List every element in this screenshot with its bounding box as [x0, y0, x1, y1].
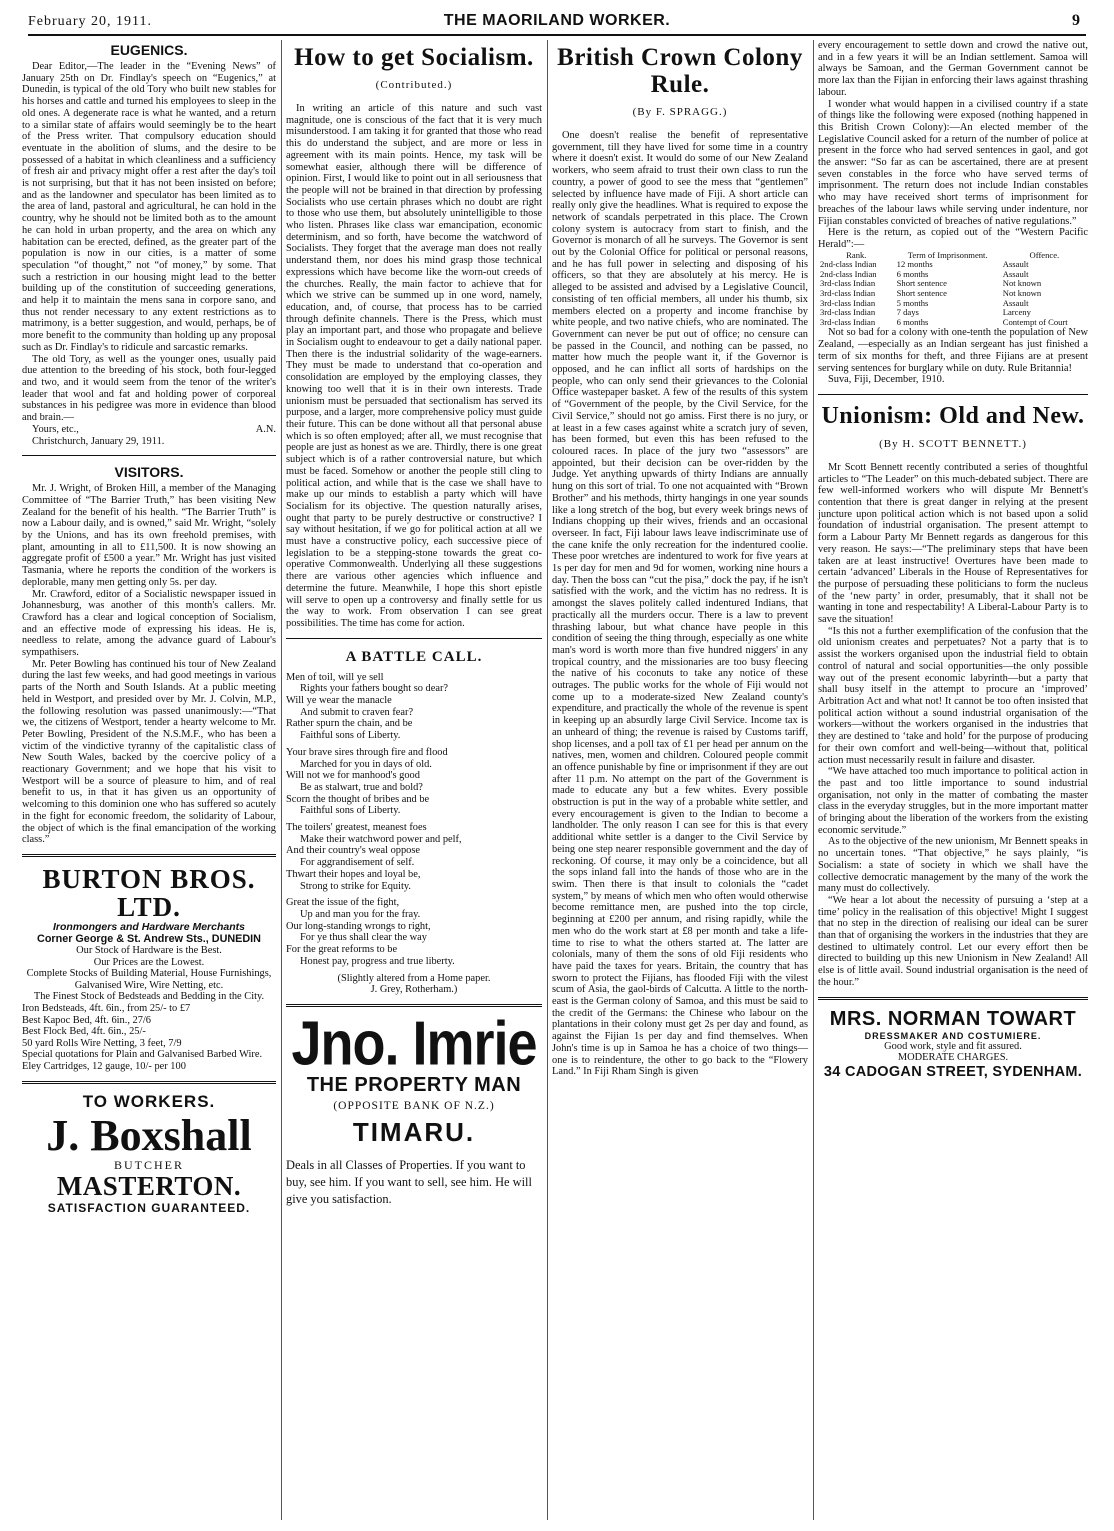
advert-line: Good work, style and fit assured. — [884, 1040, 1022, 1052]
eugenics-article — [22, 61, 276, 447]
article-paragraph: “We have attached too much importance to political action in the past and too little importance to sound industrial organisation, not only in the matter of combating the master class in the everyday struggles, but in the more important matter of bringing about the liberation of the workers from the existing economic servitude.” — [818, 766, 1088, 836]
visitors-heading: VISITORS. — [114, 464, 184, 481]
poem-line: Marched for you in days of old. — [300, 758, 432, 770]
masthead — [28, 6, 1086, 36]
poem-line: And submit to craven fear? — [300, 706, 414, 718]
table-cell: 2nd-class Indian — [820, 259, 877, 270]
battle-call-heading: A BATTLE CALL. — [345, 648, 483, 665]
article-paragraph: Mr. Peter Bowling has continued his tour of New Zealand during the last few weeks, and had good meetings in various parts of the North and South Islands. At a public meeting held in Westport, and presided over by Mr. J. Colvin, M.P., the following resolution was passed unanimously:—“That we, the citizens of Westport, tender a hearty welcome to Mr. Peter Bowling, President of the N.S.M.F., who has been a victim of the vindictive tyranny of the capitalistic class of New South Wales, backed by the coercive policy of a reactionary Government; and we hope that his visit to Westport will be a source of pleasure to him, and of real benefit to us, in that it has given us an opportunity of welcoming to this dominion one who has suffered so acutely in the fight for economic freedom, the solidarity of Labour, the object of which is the final emancipation of the working class.” — [22, 658, 276, 846]
table-cell: Not known — [1002, 278, 1042, 289]
table-cell: Assault — [1002, 259, 1029, 270]
advertiser-town: TIMARU. — [352, 1116, 476, 1147]
table-header: Rank. — [846, 249, 867, 260]
table-cell: 3rd-class Indian — [820, 288, 876, 299]
table-cell: 2nd-class Indian — [820, 268, 877, 279]
article-paragraph: every encouragement to settle down and crowd the native out, and in a few years it will be an Indian settlement. Samoa will always be Samoan, and the German Government cannot be more lax than the Fijian in enforcing their laws against thrashing labour. — [818, 40, 1088, 98]
table-cell: 3rd-class Indian — [820, 278, 876, 289]
table-cell: Assault — [1002, 268, 1029, 279]
price-line: Iron Bedsteads, 4ft. 6in., from 25/- to £7 — [22, 1002, 191, 1014]
advert-header: TO WORKERS. — [82, 1091, 216, 1111]
table-cell: Short sentence — [896, 278, 947, 289]
byline: (By H. SCOTT BENNETT.) — [879, 437, 1027, 450]
advertiser-trade: THE PROPERTY MAN — [306, 1073, 522, 1096]
boxshall-advert — [22, 1092, 276, 1216]
eugenics-heading: EUGENICS. — [110, 42, 188, 58]
price-line: Special quotations for Plain and Galvanised Barbed Wire. — [22, 1049, 263, 1061]
poem-line: For ye thus shall clear the way — [300, 932, 427, 944]
table-cell: 3rd-class Indian — [820, 297, 876, 308]
advertiser-trade: DRESSMAKER AND COSTUMIERE. — [864, 1030, 1042, 1041]
socialism-heading: How to get Socialism. — [294, 44, 534, 71]
unionism-article — [818, 462, 1088, 989]
poem-line: Scorn the thought of bribes and be — [286, 793, 430, 805]
poem-line: Strong to strike for Equity. — [300, 880, 412, 892]
byline: (By F. SPRAGG.) — [632, 106, 728, 118]
poem-line: Our long-standing wrongs to right, — [286, 920, 431, 932]
table-cell: 7 days — [896, 307, 919, 318]
crown-colony-article — [552, 130, 808, 1078]
poem-line: Will not we for manhood's good — [286, 770, 420, 782]
place-date: Suva, Fiji, December, 1910. — [828, 374, 945, 386]
section-rule — [818, 997, 1088, 1000]
poem-line: Your brave sires through fire and flood — [286, 746, 448, 758]
poem-line: Up and man you for the fray. — [300, 909, 421, 920]
advertiser-location: (OPPOSITE BANK OF N.Z.) — [333, 1099, 495, 1112]
column-3 — [552, 40, 808, 1078]
advertiser-name: Jno. Imrie — [291, 1009, 537, 1079]
poem-stanza — [286, 897, 542, 967]
advert-line: Our Prices are the Lowest. — [93, 956, 205, 968]
section-rule — [286, 638, 542, 639]
table-cell: 3rd-class Indian — [820, 307, 876, 318]
advertiser-tagline: Ironmongers and Hardware Merchants — [53, 921, 245, 933]
poem-line: The toilers' greatest, meanest foes — [286, 822, 427, 834]
poem-line: Great the issue of the fight, — [286, 897, 400, 909]
poem-stanza — [286, 747, 542, 817]
section-rule — [22, 455, 276, 456]
article-paragraph: I wonder what would happen in a civilised country if a state of things like the following were exposed (nothing happened in this British Crown Colony):—An elected member of the Legislative Council asked for a return of the number of police at present in the force who had served sentences in gaol, and got the answer: “So far as can be ascertained, there are at present seven constables in the force who have served terms of imprisonment. The return does not include Indian constables who may have received short terms of imprisonment for breaches of the labour laws while serving under indenture, nor Fijian constables convicted of breaches of native regulations.” — [818, 98, 1088, 227]
poem-stanza — [286, 822, 542, 892]
poem-line: And their country's weal oppose — [286, 845, 421, 857]
poem-line: For the great reforms to be — [286, 944, 398, 956]
column-rule — [813, 40, 814, 1520]
table-cell: Contempt of Court — [1002, 316, 1068, 327]
poem-line: Thwart their hopes and loyal be, — [286, 868, 421, 880]
table-cell: Larceny — [1002, 307, 1031, 318]
table-row — [818, 318, 1088, 328]
article-paragraph: Dear Editor,—The leader in the “Evening News” of January 25th on Dr. Findlay's speech on “Eugenics,” at Dunedin, is typical of the old Tory who built new stables for his horses and cattle and turned his employees to sleep in the old ones. A degenerate race is what he wanted, and a return to a similar state of affairs would seemingly be to the heart of the Press writer. That compulsory education should eventuate in the abolition of slums, and the desire to be possessed of a habitat in which cleanliness and a sufficiency of fresh air and privacy might offer a rest after the day's toil is not surprising, but that it has not been insisted on before; and as the landowner and speculator has been limited as to the area of land, pastoral and agricultural, he can hold in the country, why he should not be limited both as to the amount he can hold in urban property, and the area on which any habitation can be erected, defined, as the greater part of the population is now in our cities, is a matter of some speculation “of thought,” not “of money,” by some. That such a restriction in our housing might lead to the better building up of the constitution of succeeding generations, and help it to maintain the mens sana in corpore sano, and thus not render necessary to any extent restrictions as to matrimony, is a better suggestion, and would, perhaps, be of more benefit to the community than holding up any proposal such as Dr. Findlay's to ridicule and sarcastic remarks. — [22, 61, 276, 353]
article-paragraph: “Is this not a further exemplification of the confusion that the old unionism creates and perpetuates? Not a party that is to assist the workers organised upon the industrial field to obtain control of natural and social opportunities—the only possible way out of the present economic labyrinth—but a party that shall busy itself in the attempt to procure an ‘improved’ Arbitration Act and what not! It cannot be too often insisted that political action without a sound industrial organisation of the workers—without the workers organised in the industries that they are destined to ‘take and hold’ for the purpose of producing for their own comfort and well-being—without that, political action must necessarily result in failure and disaster. — [818, 625, 1088, 766]
table-cell: 3rd-class Indian — [820, 316, 876, 327]
article-paragraph: Mr. Crawford, editor of a Socialistic newspaper issued in Johannesburg, was another of this month's callers. Mr. Crawford has a clear and logical conception of Socialism, and an effective mode of expressing his ideas. He is, needless to relate, among the advance guard of Labour's sympathisers. — [22, 588, 276, 659]
table-cell: 6 months — [896, 316, 929, 327]
byline: (Contributed.) — [375, 79, 453, 91]
poem-line: Rather spurn the chain, and be — [286, 718, 413, 730]
section-rule — [22, 854, 276, 857]
section-rule — [818, 394, 1088, 395]
place-date: Christchurch, January 29, 1911. — [32, 435, 165, 447]
battle-call-poem — [286, 672, 542, 968]
poem-line: For aggrandisement of self. — [300, 857, 415, 869]
advertiser-name: MRS. NORMAN TOWART — [829, 1007, 1077, 1030]
poem-line: Honest pay, progress and true liberty. — [300, 955, 455, 967]
section-rule — [286, 1004, 542, 1007]
column-rule — [281, 40, 282, 1520]
unionism-heading: Unionism: Old and New. — [821, 402, 1085, 429]
price-line: Best Flock Bed, 4ft. 6in., 25/- — [22, 1026, 146, 1038]
price-line: Best Kapoc Bed, 4ft. 6in., 27/6 — [22, 1014, 152, 1026]
towart-advert — [818, 1008, 1088, 1080]
poem-author: J. Grey, Rotherham.) — [370, 984, 458, 996]
visitors-article — [22, 483, 276, 846]
table-header: Term of Imprisonment. — [907, 249, 988, 260]
imrie-advert — [286, 1009, 542, 1208]
column-4 — [818, 40, 1088, 1080]
advert-text: Deals in all Classes of Properties. If you want to buy, see him. If you want to sell, see him. He will give you satisfaction. — [286, 1157, 532, 1206]
advert-line: MODERATE CHARGES. — [897, 1052, 1009, 1064]
table-cell: 5 months — [896, 297, 929, 308]
signature: A.N. — [255, 423, 276, 435]
column-1 — [22, 40, 276, 1215]
section-rule — [22, 1081, 276, 1084]
poem-line: Be as stalwart, true and bold? — [300, 781, 423, 793]
poem-line: Make their watchword power and pelf, — [300, 833, 462, 845]
signoff: Yours, etc., — [32, 423, 79, 435]
poem-line: Faithful sons of Liberty. — [300, 805, 401, 817]
article-paragraph: As to the objective of the new unionism, Mr Bennett speaks in no uncertain tones. “That objective,” he says plainly, “is Socialism: a state of society in which we shall have the collective democratic management by the many of the work the many must do collectively. — [818, 836, 1088, 895]
poem-line: Men of toil, will ye sell — [286, 671, 384, 683]
table-cell: Assault — [1002, 297, 1029, 308]
poem-line: Faithful sons of Liberty. — [300, 730, 401, 742]
police-return-table — [818, 251, 1088, 328]
issue-date: February 20, 1911. — [28, 14, 153, 29]
table-cell: 6 months — [896, 268, 929, 279]
advertiser-tagline: SATISFACTION GUARANTEED. — [47, 1201, 251, 1216]
advert-line: Complete Stocks of Building Material, House Furnishings, Galvanised Wire, Wire Netting, etc. — [26, 968, 272, 991]
poem-line: Will ye wear the manacle — [286, 695, 392, 707]
price-line: 50 yard Rolls Wire Netting, 3 feet, 7/9 — [22, 1037, 182, 1049]
poem-note: (Slightly altered from a Home paper. — [337, 972, 491, 984]
advertiser-trade: BUTCHER — [113, 1157, 184, 1172]
article-paragraph: Mr Scott Bennett recently contributed a series of thoughtful articles to “The Leader” on this much-debated subject. There are few well-informed workers who will dispute Mr Bennett's contention that there is great danger in relying at the present juncture upon political action which is not based upon a solid foundation of industrial organisation. The present attempt to form a Labour Party Mr Bennett regards as dangerous for this very reason. He says:—“The preliminary steps that have been taken are at least instructive! Overtures have been made to certain ‘advanced’ Liberals in the House of Representatives for the purpose of persuading these politicians to form the nucleus of the ‘new party’ in order, presumably, that it shall not be wanting in tone and respectability! A Liberal-Labour Party is to save the situation! — [818, 461, 1088, 626]
burton-advert — [22, 865, 276, 1073]
advertiser-town: MASTERTON. — [56, 1171, 242, 1202]
article-paragraph: Here is the return, as copied out of the “Western Pacific Herald”:— — [818, 227, 1088, 250]
table-cell: 12 months — [896, 259, 933, 270]
newspaper-title: THE MAORILAND WORKER. — [443, 12, 671, 29]
advertiser-name: BURTON BROS. LTD. — [42, 864, 256, 922]
table-cell: Not known — [1002, 288, 1042, 299]
advertiser-address: 34 CADOGAN STREET, SYDENHAM. — [823, 1063, 1083, 1080]
table-cell: Short sentence — [896, 288, 947, 299]
article-paragraph: The old Tory, as well as the younger ones, usually paid due attention to the breeding of his stock, both four-legged and two, and it would seem from the tenor of the writer's leader that wool and fat and holding power of corporeal substances in his pedigree was more in evidence than blood and brain.— — [22, 353, 276, 424]
poem-stanza — [286, 672, 542, 742]
poem-line: Rights your fathers bought so dear? — [300, 683, 449, 695]
article-paragraph: In writing an article of this nature and such vast magnitude, one is conscious of the fact that it is very much misunderstood. I am taking it for granted that those who read this do understand the subject, and are more or less in agreement with its main points. Hence, my task will be somewhat easier, although there will be difference of opinion. First, I would like to point out in all seriousness that the people will not be brained in that direction by professing Socialists who use certain phrases which no doubt are right to those who use them, but absolutely unintelligible to those who listen. Phrases like class war emancipation, economic determinism, and so forth, have become the watchword of Socialists. They forget that the average man does not really understand them, nor does his mind grasp those technical expressions which have become like the worn-out creeds of the churches. Really, the main factor to achieve that for which we strive can be summed up in one word, namely, education, and, of course, that process has to be carried through definite channels. There is the Press, which must play an important part, and those who propagate and believe in Socialism ought to endeavour to get a daily national paper. Then there is the industrial solidarity of the wage-earners. They must be made to understand that co-operation and consolidation are employed by the employing classes, they knowing too well that it is in their own interests. Trade unionism must be persuaded that sectionalism has served its purpose, and a larger, more comprehensive policy must guide their future. This can be done without all that personal abuse which is so often employed; after all, we must recognise that people are just as honest as we are. Thirdly, there is one great subject which is of a rather controversial nature, but which must be faced. Somehow or another the people still cling to political action, and while that is the case we shall have to make up our minds to establish a party which will have Socialism for its objective. The question naturally arises, ought that party to be purely destructive or constructive? I say without hesitation, if we go for political action at all we must have a constructive policy, each successive piece of legislation to be a stepping-stone towards the great co-operative Commonwealth. Underlying all these suggestions there are various other agencies which influence and determine the future. Meanwhile, I hope this short epistle will serve to open up a controversy and finally settle for us the way to work. From observation I can see great possibilities. The time has come for action. — [286, 103, 542, 629]
advert-line: The Finest Stock of Bedsteads and Bedding in the City. — [33, 991, 265, 1003]
advert-line: Our Stock of Hardware is the Best. — [76, 945, 222, 956]
article-paragraph: Mr. J. Wright, of Broken Hill, a member of the Managing Committee of “The Barrier Truth,” has been visiting New Zealand for the benefit of his health. “The Barrier Truth” is now a Labour daily, and is owned,” said Mr. Wright, “solely by the Unions, and has its own freehold premises, with plant, amounting in all to £11,500. It is now showing an aggregate profit of £500 a year.” Mr. Wright has just visited Tasmania, where he reports the condition of the workers is deplorable, many men getting only 5s. per day. — [22, 483, 276, 588]
article-paragraph: Not so bad for a colony with one-tenth the population of New Zealand, —especially as an Indian sergeant has just finished a term of six months for theft, and three Fijians are at present serving sentences for burglary while on duty. Rule Britannia! — [818, 327, 1088, 374]
crown-colony-continued — [818, 40, 1088, 251]
column-2 — [286, 40, 542, 1208]
socialism-article — [286, 103, 542, 630]
table-header: Offence. — [1029, 249, 1060, 260]
column-rule — [547, 40, 548, 1520]
article-paragraph: One doesn't realise the benefit of representative government, till they have lived for some time in a country where it doesn't exist. It would do some of our New Zealand workers, who seem afraid to trust their own class to run the country, a power of good to see the mess that “gentlemen” selected by influence have made of Fiji. A short article can really only give the headlines. What is required to expose the network of scandals perpetrated in this place. The Crown colony system is autocracy from start to finish, and the Governor is monarch of all he surveys. The Governor is sent out by the Colonial Office for political or personal reasons, and he has full power in selecting and disposing of his officers, so that they are absolutely at his mercy. He is alleged to be assisted and advised by a Legislative Council, consisting of ten official members, all under his thumb, six members elected on a property and income franchise by white people, and two native chiefs, who are nominated. The Government can never be put out of office; no censure can be passed in the Council, and nothing can be passed, no matter how much the people want it, if the Governor is opposed, and he can inflict all sorts of hardships on the people, who can only send their grievances to the Colonial Office wastepaper basket. A few of the results of this system of “Government of the people, by the Civil Service, for the Civil Service,” should not go amiss. First there is no jury, or at least in a few cases against white a scratch jury of seven, has been formed, but even this has been refused to the coloured races. In place of the jury two “assessors” are appointed, but their decision can be over-ridden by the Judge. Yet anything upwards of thirty Indians are annually hung on this sort of trial. To one not acquainted with “Brown Brother” and his methods, thirty hangings in one year sounds like a long stretch of the bog, but every week brings news of Indians chopping up their wives, friends and an occasional overseer. In fact, Fiji labour laws leave indiscriminate use of the cane knife the only recreation for the indentured coolie. These poor wretches are indentured to work for five years at 1s per day for men and 9d for women, working nine hours a day. Then the boss can “cut the pisa,” dock the pay, if he isn't satisfied with the work, and the victim has no redress. It is amongst the slaves politely called indentured Indians, that practically all the murders occur. There is a law to prevent thrashing labour, but what chance have people in this condition of seeing the thing through, especially as one white man's word is worth more than five hundred niggers' in any tropical country, and the missionaries are too busy fleecing the native of his coconuts to take any notice of these outrages. The public works for the whole of Fiji would not come up to a moderate-sized New Zealand county's expenditure, and practically the whole of the revenue is spent in keeping up an absurdly large Civil Service. Income tax is an unheard of thing; the revenue is raised by Customs tariff, shop licenses, and a poll tax of £1 per head per annum on the natives, men, women and children. Coloured people commit an offence punishable by fine or imprisonment if they are out after 11 p.m. No attempt on the part of the Government is made to educate any but a few whites. Every possible obstruction is put in the way of a probable white settler, and every encouragement is given to the Indian to become a landholder. The only reason I can see for this is that every additional white settler is a danger to the Civil Service by being one step nearer responsible government and the day of reckoning. Of course, it may only be a coincidence, but all the sops inland fall into the hands of those who are in the swim. Then there is that insult to colonials the “cadet system,” by means of which men who often would otherwise become remittance men, are pushed into the top circle, beginning at £200 per annum, and rising rapidly, while the men who do the work start at £8 per month and take a life-time to rise to what the others started at. The latter are colonials, many of them the sons of old Fiji residents who have paid the taxes for years. Britain, the country that has sworn to protect the Fijians, has flooded Fiji with the vilest scum of Asia, the gaol-birds of Calcutta. A little to the north-east is the German colony of Samoa, and this must be said to the credit of the Germans: the Chinese who labour on the plantations in their colony must get 2s per day and found, as against the Fijian 1s per day and find themselves. When John's time is up in Samoa he has a choice of two things—one is to reindenture, the other to go back to the “Flowery Land.” In Fiji Rham Singh is given — [552, 130, 808, 1078]
page-number: 9 — [1072, 12, 1080, 29]
article-paragraph: “We hear a lot about the necessity of pursuing a ‘step at a time’ policy in the realisation of this objective! Might I suggest that no step in the direction of realising our ideal can be surer than that of organising the workers in the industries that they are destined to ultimately control. Let our every effort then be directed to building up this new Unionism in New Zealand! All else is of little avail. Sound industrial organisation is the need of the hour.” — [818, 894, 1088, 988]
advertiser-name: J. Boxshall — [46, 1110, 252, 1160]
price-line: Eley Cartridges, 12 gauge, 10/- per 100 — [22, 1060, 186, 1072]
advertiser-address: Corner George & St. Andrew Sts., DUNEDIN — [37, 933, 261, 945]
crown-colony-end — [818, 327, 1088, 386]
crown-colony-heading: British Crown Colony Rule. — [557, 44, 803, 98]
